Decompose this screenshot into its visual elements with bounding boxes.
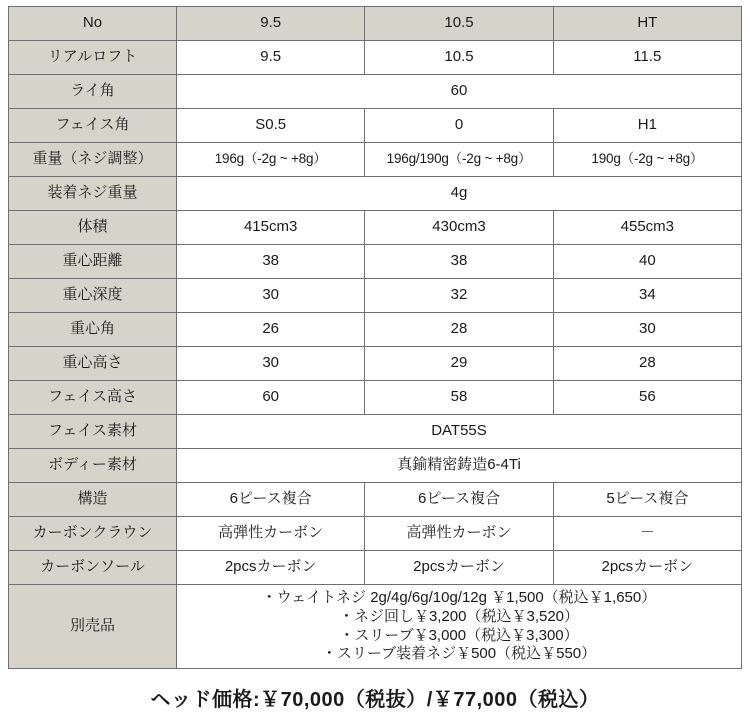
row-value: 高弾性カーボン <box>177 517 365 551</box>
table-row <box>9 551 742 585</box>
row-value: 2pcsカーボン <box>177 551 365 585</box>
row-label: 重心高さ <box>9 347 177 381</box>
row-label: 構造 <box>9 483 177 517</box>
table-row <box>9 449 742 483</box>
row-value: 30 <box>177 347 365 381</box>
row-value: 6ピース複合 <box>365 483 553 517</box>
table-row <box>9 211 742 245</box>
row-label: 重心角 <box>9 313 177 347</box>
table-row <box>9 347 742 381</box>
optional-item: ・ウェイトネジ 2g/4g/6g/10g/12g ￥1,500（税込￥1,650） <box>261 589 657 606</box>
optional-item: ・スリーブ￥3,000（税込￥3,300） <box>339 626 579 644</box>
row-value: 0 <box>365 109 553 143</box>
row-value: DAT55S <box>177 415 742 449</box>
table-row <box>9 109 742 143</box>
header-col-2: 10.5 <box>365 7 553 41</box>
table-row <box>9 75 742 109</box>
optional-item: ・ネジ回し￥3,200（税込￥3,520） <box>338 607 580 625</box>
row-label: 体積 <box>9 211 177 245</box>
row-value: 5ピース複合 <box>553 483 741 517</box>
table-row <box>9 313 742 347</box>
row-value: 32 <box>365 279 553 313</box>
table-row <box>9 483 742 517</box>
row-label: ボディー素材 <box>9 449 177 483</box>
row-label: フェイス角 <box>9 109 177 143</box>
row-value: 38 <box>177 245 365 279</box>
row-value: 415cm3 <box>177 211 365 245</box>
table-body <box>9 41 742 669</box>
table-header-row <box>9 7 742 41</box>
table-row <box>9 279 742 313</box>
row-value: 28 <box>365 313 553 347</box>
row-value: 196g/190g（-2g ~ +8g） <box>365 143 553 177</box>
table-row <box>9 177 742 211</box>
header-label: No <box>9 7 177 41</box>
row-value: 真鍮精密鋳造6-4Ti <box>177 449 742 483</box>
table-row <box>9 245 742 279</box>
table-head <box>9 7 742 41</box>
row-value: 30 <box>177 279 365 313</box>
row-value: 40 <box>553 245 741 279</box>
row-value: － <box>553 517 741 551</box>
row-label: 別売品 <box>9 585 177 669</box>
row-value: 28 <box>553 347 741 381</box>
row-value: 29 <box>365 347 553 381</box>
header-col-1: 9.5 <box>177 7 365 41</box>
table-row <box>9 143 742 177</box>
spec-table <box>8 6 742 669</box>
row-value: 196g（-2g ~ +8g） <box>177 143 365 177</box>
row-value: 2pcsカーボン <box>365 551 553 585</box>
header-col-3: HT <box>553 7 741 41</box>
row-value: 26 <box>177 313 365 347</box>
row-value: H1 <box>553 109 741 143</box>
row-value: 6ピース複合 <box>177 483 365 517</box>
table-row <box>9 517 742 551</box>
row-label: リアルロフト <box>9 41 177 75</box>
table-row-options <box>9 585 742 669</box>
row-value: 11.5 <box>553 41 741 75</box>
row-value: S0.5 <box>177 109 365 143</box>
row-value: 2pcsカーボン <box>553 551 741 585</box>
row-label: 重心距離 <box>9 245 177 279</box>
row-value: 190g（-2g ~ +8g） <box>553 143 741 177</box>
row-value: 60 <box>177 381 365 415</box>
row-value: 34 <box>553 279 741 313</box>
row-value: 30 <box>553 313 741 347</box>
row-value: 38 <box>365 245 553 279</box>
row-value: 60 <box>177 75 742 109</box>
row-label: 装着ネジ重量 <box>9 177 177 211</box>
row-label: カーボンクラウン <box>9 517 177 551</box>
optional-items-list <box>177 585 742 669</box>
row-value: 455cm3 <box>553 211 741 245</box>
row-value: 高弾性カーボン <box>365 517 553 551</box>
table-row <box>9 415 742 449</box>
row-value: 10.5 <box>365 41 553 75</box>
table-row <box>9 41 742 75</box>
row-label: ライ角 <box>9 75 177 109</box>
row-value: 4g <box>177 177 742 211</box>
table-row <box>9 381 742 415</box>
row-label: フェイス高さ <box>9 381 177 415</box>
row-label: 重心深度 <box>9 279 177 313</box>
row-value: 56 <box>553 381 741 415</box>
row-label: フェイス素材 <box>9 415 177 449</box>
head-price: ヘッド価格:￥70,000（税抜）/￥77,000（税込） <box>150 689 600 711</box>
row-label: カーボンソール <box>9 551 177 585</box>
row-value: 58 <box>365 381 553 415</box>
row-label: 重量（ネジ調整） <box>9 143 177 177</box>
row-value: 9.5 <box>177 41 365 75</box>
optional-item: ・スリーブ装着ネジ￥500（税込￥550） <box>321 645 597 663</box>
row-value: 430cm3 <box>365 211 553 245</box>
